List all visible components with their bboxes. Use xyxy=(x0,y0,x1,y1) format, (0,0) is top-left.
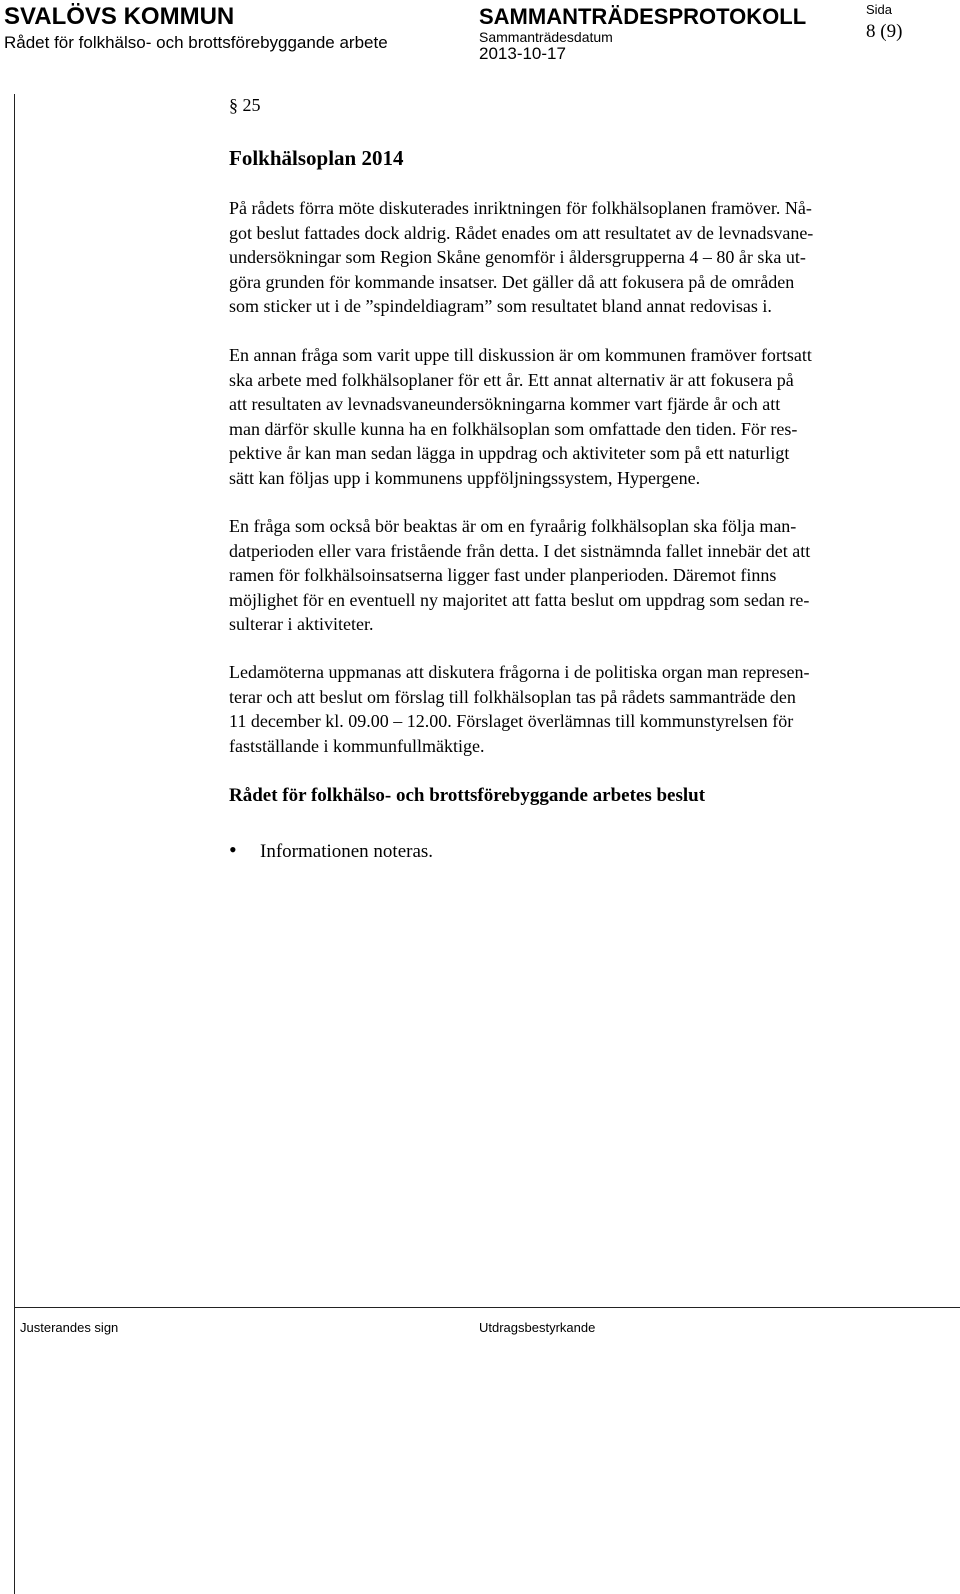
text-line: sulterar i aktiviteter. xyxy=(229,614,374,634)
date-label: Sammanträdesdatum xyxy=(479,29,613,45)
page-label: Sida xyxy=(866,2,893,17)
bullet-icon: • xyxy=(229,837,237,862)
left-margin-rule xyxy=(14,94,15,1594)
text-line: sätt kan följas upp i kommunens uppföljningssystem, Hypergene. xyxy=(229,467,701,488)
text-line: möjlighet för en eventuell ny majoritet att fatta beslut om uppdrag som sedan re- xyxy=(229,589,810,610)
body-paragraph-1 xyxy=(229,196,909,319)
text-line: som sticker ut i de ”spindeldiagram” som resultatet bland annat redovisas i. xyxy=(229,296,772,316)
organization-name: SVALÖVS KOMMUN xyxy=(4,3,235,30)
footer-rule xyxy=(14,1307,960,1308)
text-line: En fråga som också bör beaktas är om en fyraårig folkhälsoplan ska följa man- xyxy=(229,516,797,536)
text-line: ska arbete med folkhälsoplaner för ett år. Ett annat alternativ är att fokusera på xyxy=(229,369,794,390)
body-paragraph-3 xyxy=(229,514,909,637)
text-line: ramen för folkhälsoinsatserna ligger fast under planperioden. Däremot finns xyxy=(229,565,777,585)
text-line: got beslut fattades dock aldrig. Rådet enades om att resultatet av de levnadsvane- xyxy=(229,222,814,243)
text-line: terar och att beslut om förslag till folkhälsoplan tas på rådets sammanträde den xyxy=(229,686,796,707)
text-line: att resultaten av levnadsvaneundersökningarna kommer vart fjärde år och att xyxy=(229,394,781,414)
text-line: man därför skulle kunna ha en folkhälsoplan som omfattade den tiden. För res- xyxy=(229,418,798,439)
meeting-date: 2013-10-17 xyxy=(479,44,566,63)
body-paragraph-4 xyxy=(229,660,909,758)
text-line: En annan fråga som varit uppe till diskussion är om kommunen framöver fortsatt xyxy=(229,345,812,365)
page-number: 8 (9) xyxy=(866,21,903,42)
text-line: 11 december kl. 09.00 – 12.00. Förslaget överlämnas till kommunstyrelsen för xyxy=(229,711,794,731)
decision-text: Informationen noteras. xyxy=(260,841,434,862)
text-line: pektive år kan man sedan lägga in uppdrag och aktiviteter som på ett naturligt xyxy=(229,443,790,463)
text-line: Ledamöterna uppmanas att diskutera frågorna i de politiska organ man represen- xyxy=(229,662,810,682)
text-line: undersökningar som Region Skåne genomför i åldersgrupperna 4 – 80 år ska ut- xyxy=(229,247,806,267)
body-paragraph-2 xyxy=(229,343,909,490)
decision-heading: Rådet för folkhälso- och brottsförebyggande arbetes beslut xyxy=(229,785,706,806)
text-line: fastställande i kommunfullmäktige. xyxy=(229,735,485,756)
document-type: SAMMANTRÄDESPROTOKOLL xyxy=(479,4,807,29)
text-line: datperioden eller vara fristående från detta. I det sistnämnda fallet innebär det att xyxy=(229,540,811,561)
text-line: På rådets förra möte diskuterades inriktningen för folkhälsoplanen framöver. Nå- xyxy=(229,198,812,218)
footer-signature-label: Justerandes sign xyxy=(20,1320,119,1335)
section-title: Folkhälsoplan 2014 xyxy=(229,146,404,170)
department-name: Rådet för folkhälso- och brottsförebyggande arbete xyxy=(4,33,388,52)
text-line: göra grunden för kommande insatser. Det gäller då att fokusera på de områden xyxy=(229,271,795,292)
paragraph-number: § 25 xyxy=(229,95,261,115)
footer-certification-label: Utdragsbestyrkande xyxy=(479,1320,596,1335)
